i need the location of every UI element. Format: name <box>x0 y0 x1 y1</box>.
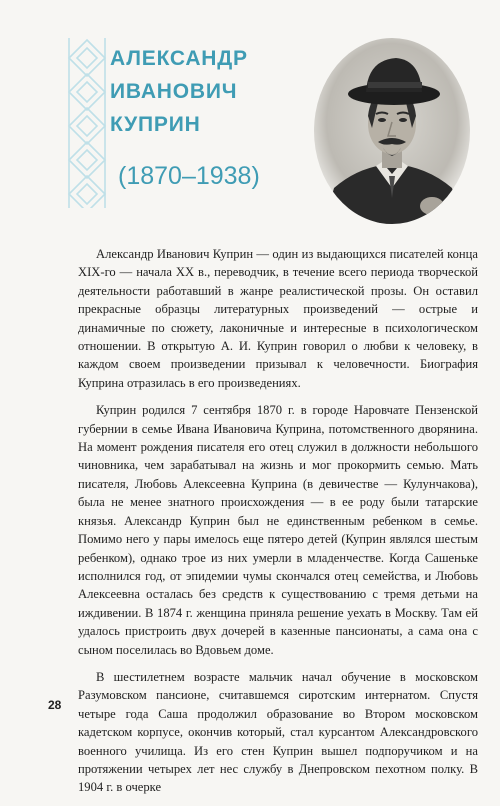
paragraph-intro: Александр Иванович Куприн — один из выдающихся писателей конца XIX-го — начала XX в., переводчик, в течение всего периода творческой деятельности работавший в жанре реалистической прозы. Он оставил прекрасные образцы литературных произведений — острые и динамичные по сюжету, лаконичные и интересные в психологическом отношении. В открытую А. И. Куприн говорил о любви к человеку, в каждом своем произведении призывал к человечности. Биография Куприна отразилась в его произведениях. <box>78 247 478 390</box>
decorative-ornament <box>66 38 108 208</box>
author-years: (1870–1938) <box>118 162 260 190</box>
author-portrait <box>314 38 470 224</box>
author-patronymic: ИВАНОВИЧ <box>110 80 238 103</box>
author-name <box>110 42 248 141</box>
author-last-name: КУПРИН <box>110 113 201 136</box>
paragraph-childhood: Куприн родился 7 сентября 1870 г. в городе Наровчате Пензенской губернии в семье Ивана Ивановича Куприна, потомственного дворянина. На момент рождения писателя его отец служил в должности небольшого чиновника, чем зарабатывал на жизнь и мог прокормить семью. Мать писателя, Любовь Алексеевна Куприна (в девичестве — Кулунчакова), была не менее знатного происхождения — в ее роду были татарские князья. Александр Куприн был не единственным ребенком в семье. Помимо него у пары имелось еще пятеро детей (Куприн являлся шестым ребенком), однако трое из них умерли в младенчестве. Когда Сашеньке исполнился год, от эпидемии чумы скончался отец семейства, и Любовь Алексеевна осталась без средств к существованию с тремя детьми на иждивении. В 1874 г. женщина приняла решение уехать в Москву. Там ей удалось пристроить двух дочерей в казенные пансионаты, а сама она с сыном поселилась во Вдовьем доме. <box>78 403 478 657</box>
portrait-photo-icon <box>314 38 470 224</box>
page-number: 28 <box>48 698 62 712</box>
biography-text <box>78 245 478 806</box>
paragraph-education: В шестилетнем возрасте мальчик начал обучение в московском Разумовском пансионе, считавшемся сиротским интернатом. Спустя четыре года Саша продолжил образование во Втором московском кадетском корпусе, окончив который, стал курсантом Александровского военного училища. Из его стен Куприн вышел подпоручиком и на протяжении четырех лет нес службу в Днепровском пехотном полку. В 1904 г. в очерке <box>78 669 478 795</box>
author-first-name: АЛЕКСАНДР <box>110 47 248 70</box>
